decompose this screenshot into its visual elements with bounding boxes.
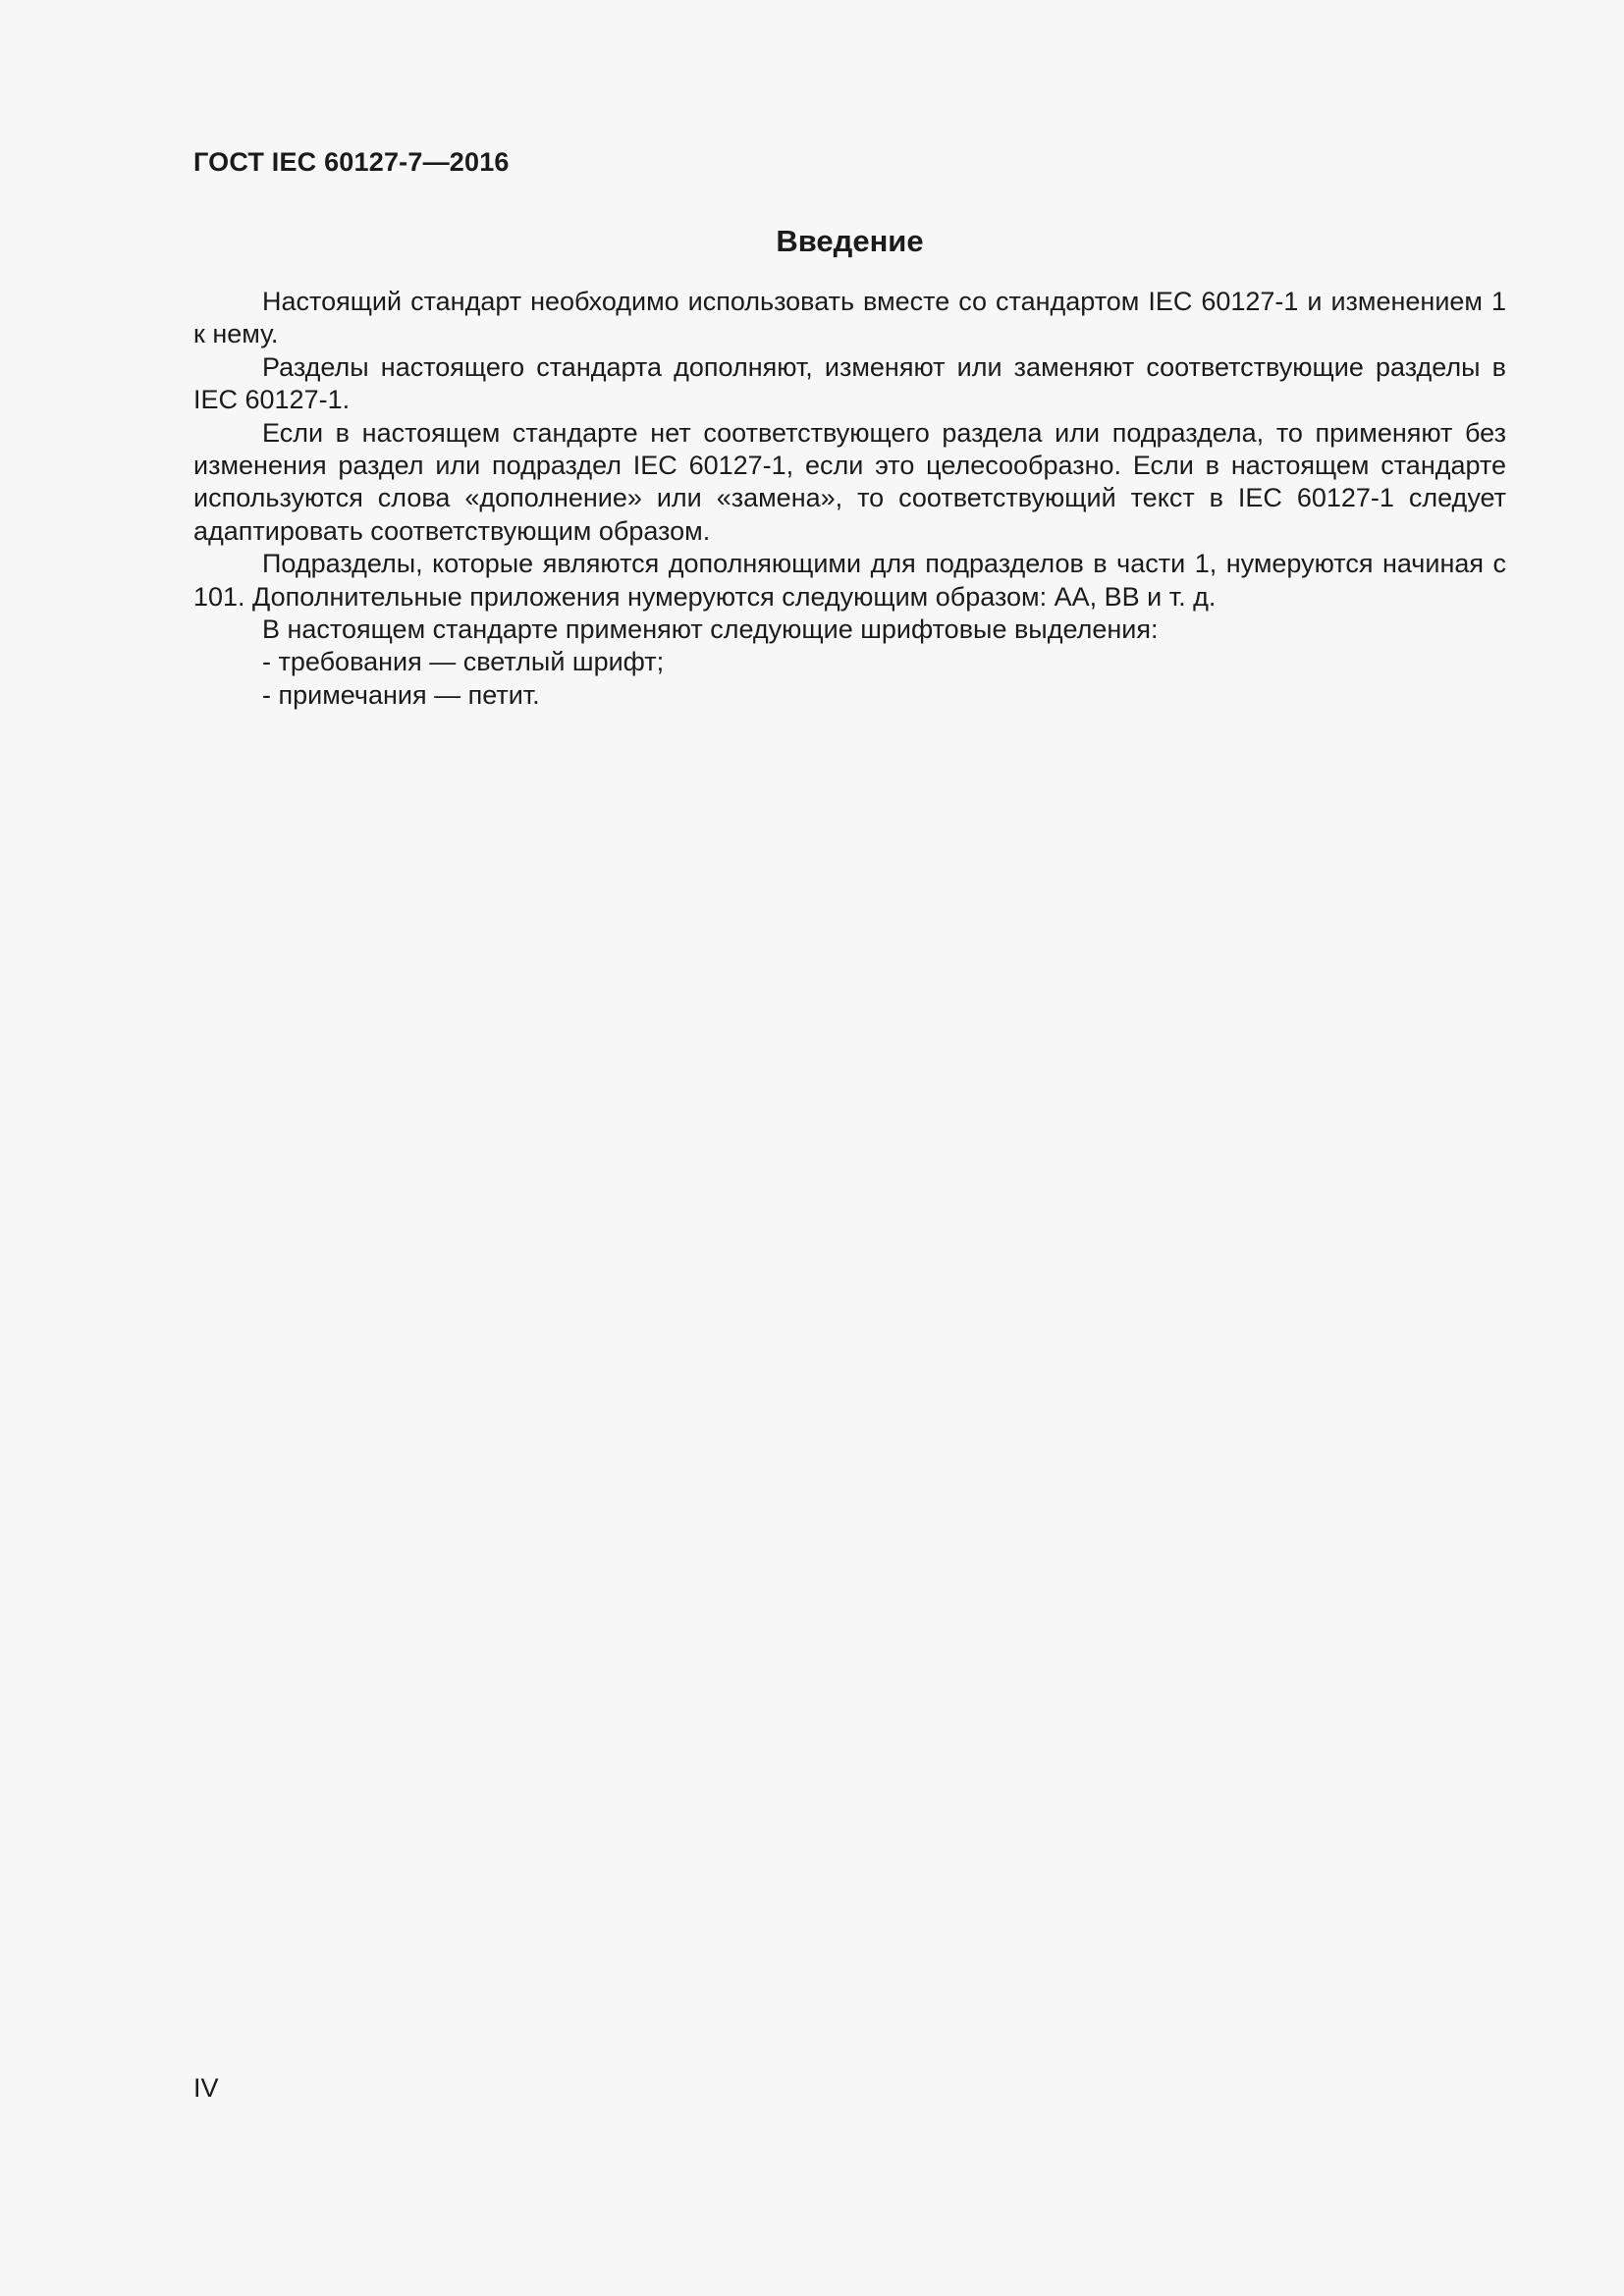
list-item: - примечания — петит. <box>262 679 540 710</box>
section-title: Введение <box>776 224 924 258</box>
paragraph: В настоящем стандарте применяют следующие шрифтовые выделения: <box>262 614 1159 645</box>
paragraph: Если в настоящем стандарте нет соответствующего раздела или подраздела, то применяют без изменения раздел или подраздел IEC 60127-1, если это целесообразно. Если в настоящем стандарте используются слова «дополнение» или «замена», то соответствующий текст в IEC 60127-1 следует адаптировать соответствующим образом. <box>193 417 1506 546</box>
list-item: - требования — светлый шрифт; <box>262 647 665 677</box>
document-code: ГОСТ IEC 60127-7—2016 <box>193 147 510 177</box>
page-number: IV <box>193 2073 219 2103</box>
section-body <box>193 286 1506 712</box>
paragraph: Настоящий стандарт необходимо использовать вместе со стандартом IEC 60127-1 и изменением 1 к нему. <box>193 287 1506 349</box>
paragraph: Разделы настоящего стандарта дополняют, изменяют или заменяют соответствующие разделы в IEC 60127-1. <box>193 351 1506 415</box>
paragraph: Подразделы, которые являются дополняющими для подразделов в части 1, нумеруются начиная с 101. Дополнительные приложения нумеруются следующим образом: АА, ВВ и т. д. <box>193 549 1506 612</box>
